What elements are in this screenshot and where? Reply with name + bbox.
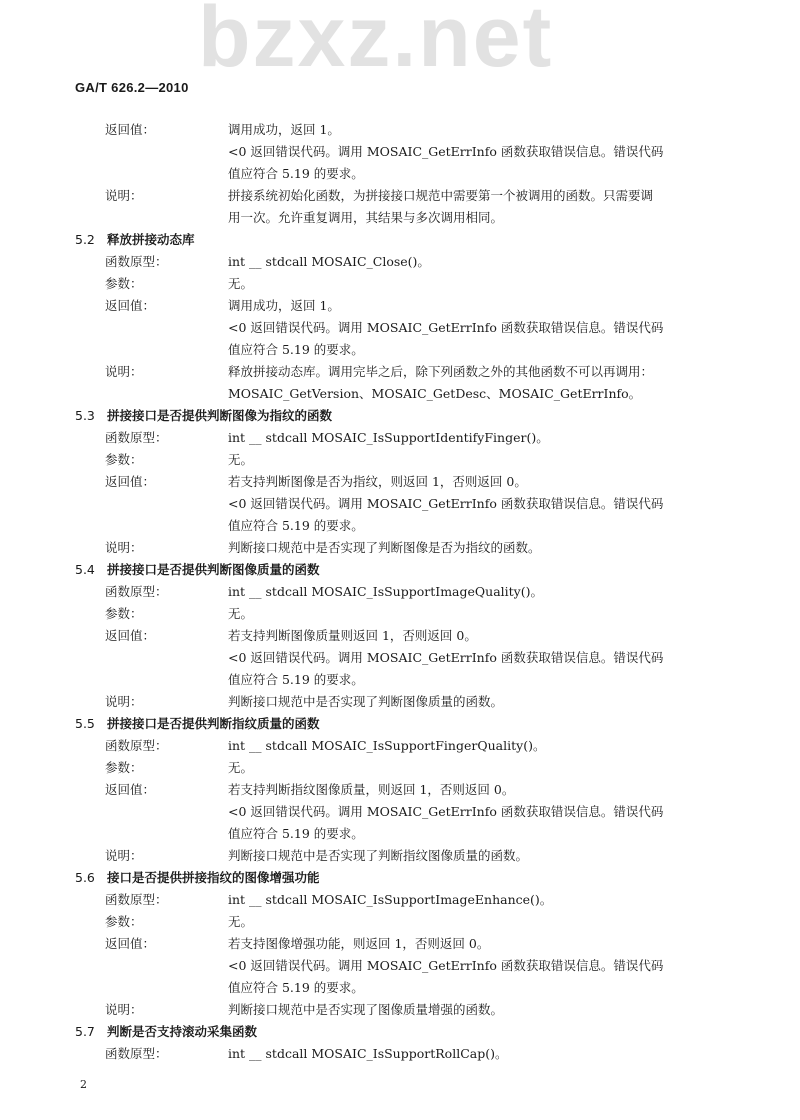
field-label: 参数：	[105, 914, 143, 929]
section-title: 拼接接口是否提供判断图像质量的函数	[107, 562, 320, 577]
field-row	[75, 691, 735, 713]
field-row	[75, 471, 735, 493]
section-number: 5.4	[75, 562, 95, 577]
section-heading	[75, 1021, 735, 1043]
field-text: 值应符合 5.19 的要求。	[228, 826, 364, 841]
field-row	[75, 977, 735, 999]
field-label: 参数：	[105, 760, 143, 775]
field-text: 值应符合 5.19 的要求。	[228, 166, 364, 181]
section-number: 5.2	[75, 232, 95, 247]
field-text: <0 返回错误代码。调用 MOSAIC_GetErrInfo 函数获取错误信息。错误代码	[228, 650, 664, 665]
field-label: 说明：	[105, 364, 143, 379]
section-number: 5.5	[75, 716, 95, 731]
field-text: 值应符合 5.19 的要求。	[228, 518, 364, 533]
field-row	[75, 295, 735, 317]
field-row	[75, 911, 735, 933]
document-body	[75, 119, 735, 1065]
field-text: 判断接口规范中是否实现了判断图像是否为指纹的函数。	[228, 540, 541, 555]
watermark: bzxz.net	[198, 0, 554, 85]
field-row	[75, 317, 735, 339]
field-text: <0 返回错误代码。调用 MOSAIC_GetErrInfo 函数获取错误信息。错误代码	[228, 144, 664, 159]
field-text: int __ stdcall MOSAIC_IsSupportIdentifyFinger()。	[228, 430, 549, 445]
field-row	[75, 889, 735, 911]
field-text: 无。	[228, 760, 254, 775]
field-label: 返回值：	[105, 628, 156, 643]
section-title: 接口是否提供拼接指纹的图像增强功能	[107, 870, 320, 885]
document-header: GA/T 626.2—2010	[75, 80, 189, 95]
field-text: 无。	[228, 606, 254, 621]
field-text: 拼接系统初始化函数，为拼接接口规范中需要第一个被调用的函数。只需要调	[228, 188, 654, 203]
field-row	[75, 361, 735, 383]
field-row	[75, 383, 735, 405]
field-text: <0 返回错误代码。调用 MOSAIC_GetErrInfo 函数获取错误信息。错误代码	[228, 804, 664, 819]
field-text: 若支持图像增强功能，则返回 1，否则返回 0。	[228, 936, 490, 951]
field-row	[75, 427, 735, 449]
field-label: 说明：	[105, 1002, 143, 1017]
section-title: 判断是否支持滚动采集函数	[107, 1024, 258, 1039]
field-row	[75, 603, 735, 625]
field-text: int __ stdcall MOSAIC_IsSupportImageEnhance()。	[228, 892, 553, 907]
field-label: 参数：	[105, 276, 143, 291]
field-text: 释放拼接动态库。调用完毕之后，除下列函数之外的其他函数不可以再调用：	[228, 364, 654, 379]
section-number: 5.3	[75, 408, 95, 423]
section-title: 拼接接口是否提供判断图像为指纹的函数	[107, 408, 333, 423]
field-text: <0 返回错误代码。调用 MOSAIC_GetErrInfo 函数获取错误信息。错误代码	[228, 958, 664, 973]
field-label: 返回值：	[105, 122, 156, 137]
field-row	[75, 141, 735, 163]
field-text: int __ stdcall MOSAIC_IsSupportFingerQuality()。	[228, 738, 546, 753]
field-text: 若支持判断指纹图像质量，则返回 1，否则返回 0。	[228, 782, 515, 797]
field-label: 返回值：	[105, 782, 156, 797]
field-text: 无。	[228, 914, 254, 929]
field-label: 说明：	[105, 540, 143, 555]
section-title: 拼接接口是否提供判断指纹质量的函数	[107, 716, 320, 731]
field-text: 调用成功，返回 1。	[228, 122, 340, 137]
field-row	[75, 1043, 735, 1065]
field-label: 参数：	[105, 606, 143, 621]
section-heading	[75, 405, 735, 427]
page-number: 2	[80, 1078, 87, 1091]
field-text: 判断接口规范中是否实现了判断指纹图像质量的函数。	[228, 848, 529, 863]
field-text: 值应符合 5.19 的要求。	[228, 980, 364, 995]
field-row	[75, 449, 735, 471]
section-heading	[75, 867, 735, 889]
field-text: MOSAIC_GetVersion、MOSAIC_GetDesc、MOSAIC_GetErrInfo。	[228, 386, 642, 401]
field-row	[75, 537, 735, 559]
field-text: <0 返回错误代码。调用 MOSAIC_GetErrInfo 函数获取错误信息。错误代码	[228, 320, 664, 335]
field-label: 返回值：	[105, 474, 156, 489]
field-label: 说明：	[105, 848, 143, 863]
field-row	[75, 647, 735, 669]
field-row	[75, 493, 735, 515]
field-text: int __ stdcall MOSAIC_Close()。	[228, 254, 430, 269]
field-label: 函数原型：	[105, 1046, 168, 1061]
field-text: 判断接口规范中是否实现了图像质量增强的函数。	[228, 1002, 504, 1017]
field-row	[75, 757, 735, 779]
field-text: 值应符合 5.19 的要求。	[228, 342, 364, 357]
section-number: 5.7	[75, 1024, 95, 1039]
field-text: 用一次。允许重复调用，其结果与多次调用相同。	[228, 210, 504, 225]
section-number: 5.6	[75, 870, 95, 885]
field-row	[75, 581, 735, 603]
field-text: 若支持判断图像质量则返回 1，否则返回 0。	[228, 628, 477, 643]
field-row	[75, 185, 735, 207]
section-heading	[75, 559, 735, 581]
field-row	[75, 845, 735, 867]
field-label: 函数原型：	[105, 254, 168, 269]
field-label: 说明：	[105, 188, 143, 203]
section-heading	[75, 713, 735, 735]
field-row	[75, 823, 735, 845]
field-row	[75, 119, 735, 141]
field-row	[75, 251, 735, 273]
field-text: <0 返回错误代码。调用 MOSAIC_GetErrInfo 函数获取错误信息。错误代码	[228, 496, 664, 511]
field-row	[75, 735, 735, 757]
section-heading	[75, 229, 735, 251]
field-row	[75, 207, 735, 229]
field-row	[75, 801, 735, 823]
field-label: 函数原型：	[105, 430, 168, 445]
field-text: 无。	[228, 276, 254, 291]
field-text: int __ stdcall MOSAIC_IsSupportRollCap()。	[228, 1046, 508, 1061]
field-row	[75, 273, 735, 295]
field-label: 函数原型：	[105, 892, 168, 907]
field-label: 返回值：	[105, 936, 156, 951]
field-text: 判断接口规范中是否实现了判断图像质量的函数。	[228, 694, 504, 709]
field-row	[75, 339, 735, 361]
field-label: 参数：	[105, 452, 143, 467]
field-row	[75, 955, 735, 977]
field-row	[75, 933, 735, 955]
field-row	[75, 625, 735, 647]
field-label: 函数原型：	[105, 738, 168, 753]
field-row	[75, 669, 735, 691]
field-text: 无。	[228, 452, 254, 467]
field-text: 值应符合 5.19 的要求。	[228, 672, 364, 687]
field-row	[75, 779, 735, 801]
field-label: 说明：	[105, 694, 143, 709]
field-text: 调用成功，返回 1。	[228, 298, 340, 313]
field-text: 若支持判断图像是否为指纹，则返回 1，否则返回 0。	[228, 474, 527, 489]
field-row	[75, 515, 735, 537]
section-title: 释放拼接动态库	[107, 232, 195, 247]
field-row	[75, 163, 735, 185]
field-label: 函数原型：	[105, 584, 168, 599]
field-text: int __ stdcall MOSAIC_IsSupportImageQuality()。	[228, 584, 543, 599]
field-label: 返回值：	[105, 298, 156, 313]
field-row	[75, 999, 735, 1021]
